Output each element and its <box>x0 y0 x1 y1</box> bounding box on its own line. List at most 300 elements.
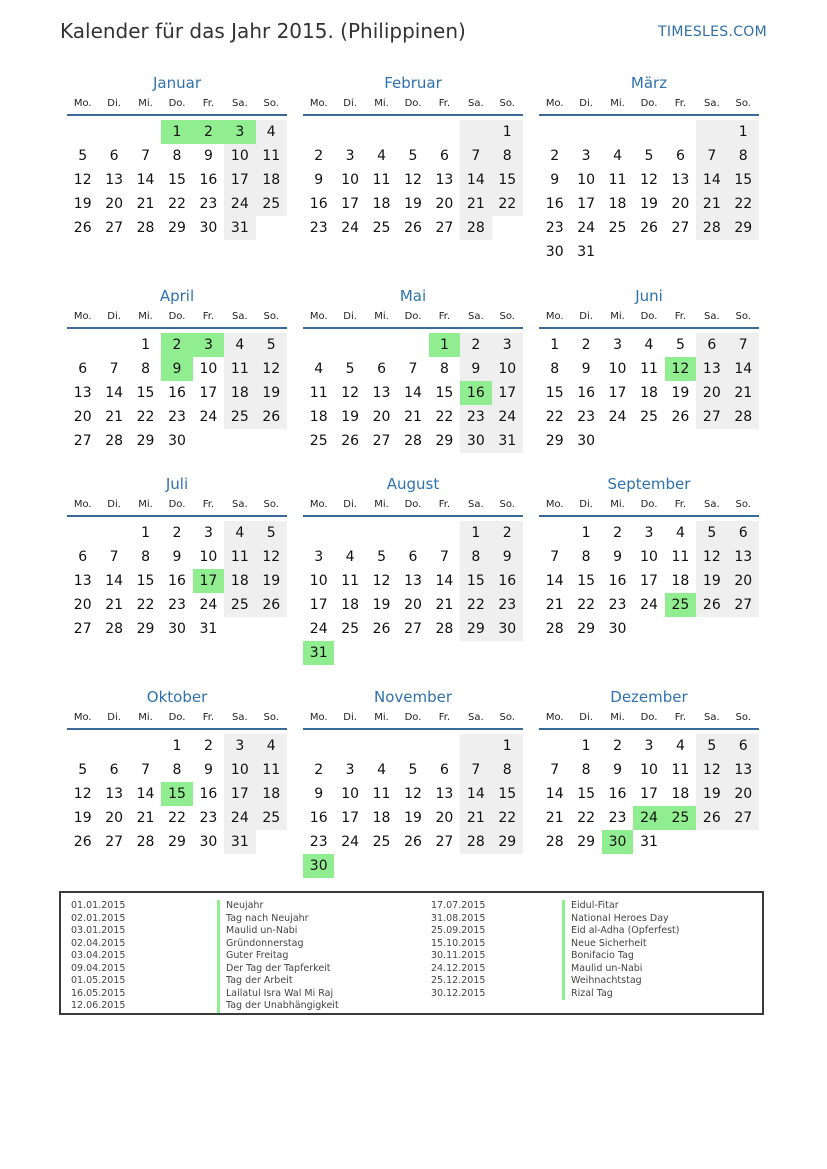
empty-day-cell <box>98 521 129 545</box>
day-cell: 10 <box>577 172 596 188</box>
day-cell: 10 <box>341 172 360 188</box>
day-cell: 3 <box>345 762 355 778</box>
weekday-label: Do. <box>640 98 658 109</box>
day-cell: 15 <box>136 385 155 401</box>
weekday-label: Sa. <box>467 98 484 109</box>
day-cell: 17 <box>341 810 360 826</box>
holiday-day-cell: 24 <box>633 806 664 830</box>
day-cell: 20 <box>105 810 124 826</box>
day-cell: 28 <box>728 405 759 429</box>
day-grid <box>539 120 759 264</box>
day-cell: 26 <box>73 220 92 236</box>
day-cell: 4 <box>224 333 255 357</box>
day-cell: 31 <box>224 216 255 240</box>
weekday-label: Mi. <box>138 712 153 723</box>
day-cell: 14 <box>460 782 491 806</box>
weekday-label: Fr. <box>674 98 687 109</box>
day-cell: 16 <box>168 385 186 401</box>
empty-day-cell <box>397 120 428 144</box>
day-cell: 8 <box>460 545 491 569</box>
holiday-date: 02.01.2015 <box>71 912 126 924</box>
day-cell: 24 <box>224 806 255 830</box>
weekday-label: Di. <box>107 98 121 109</box>
site-logo-link[interactable]: TIMESLES.COM <box>658 24 767 40</box>
empty-day-cell <box>67 734 98 758</box>
holiday-day-cell: 25 <box>665 593 696 617</box>
day-cell: 19 <box>256 381 287 405</box>
day-cell: 13 <box>73 385 92 401</box>
day-cell: 8 <box>172 762 182 778</box>
day-cell: 24 <box>608 409 627 425</box>
day-cell: 4 <box>256 734 287 758</box>
day-cell: 7 <box>109 549 119 565</box>
weekday-label: Di. <box>343 311 357 322</box>
empty-day-cell <box>429 521 460 545</box>
empty-day-cell <box>98 120 129 144</box>
day-cell: 27 <box>404 621 422 637</box>
day-cell: 24 <box>492 405 523 429</box>
day-cell: 28 <box>460 216 491 240</box>
day-cell: 24 <box>224 192 255 216</box>
day-cell: 18 <box>671 573 690 589</box>
day-cell: 11 <box>671 549 690 565</box>
day-cell: 5 <box>345 361 355 377</box>
day-cell: 3 <box>613 337 623 353</box>
day-cell: 18 <box>256 782 287 806</box>
day-cell: 11 <box>256 758 287 782</box>
weekday-label: So. <box>263 712 279 723</box>
empty-day-cell <box>366 333 397 357</box>
day-cell: 22 <box>460 593 491 617</box>
day-cell: 14 <box>460 168 491 192</box>
day-cell: 30 <box>460 429 491 453</box>
empty-day-cell <box>397 521 428 545</box>
holiday-date: 02.04.2015 <box>71 937 126 949</box>
empty-day-cell <box>303 333 334 357</box>
holiday-day-cell: 17 <box>193 569 224 593</box>
day-cell: 5 <box>644 148 654 164</box>
day-cell: 29 <box>577 834 596 850</box>
day-cell: 16 <box>168 573 186 589</box>
weekday-label: So. <box>263 311 279 322</box>
holiday-day-cell: 9 <box>161 357 192 381</box>
weekday-label: Fr. <box>438 311 451 322</box>
weekday-label: Mo. <box>545 712 564 723</box>
day-cell: 20 <box>671 196 690 212</box>
weekday-label: Sa. <box>703 98 720 109</box>
month-1 <box>67 72 287 240</box>
day-grid <box>67 333 287 453</box>
day-cell: 27 <box>671 220 690 236</box>
weekday-label: Fr. <box>438 98 451 109</box>
day-cell: 13 <box>728 545 759 569</box>
day-cell: 22 <box>136 597 155 613</box>
day-cell: 23 <box>199 196 218 212</box>
holiday-name: Maulid un-Nabi <box>217 925 339 938</box>
day-cell: 24 <box>577 220 596 236</box>
day-cell: 21 <box>545 810 564 826</box>
day-cell: 22 <box>492 806 523 830</box>
weekday-label: Do. <box>404 712 422 723</box>
holiday-name: Tag der Arbeit <box>217 975 339 988</box>
empty-day-cell <box>303 734 334 758</box>
day-cell: 26 <box>341 433 360 449</box>
day-cell: 21 <box>435 597 454 613</box>
day-cell: 3 <box>345 148 355 164</box>
day-cell: 4 <box>224 521 255 545</box>
day-cell: 27 <box>105 834 124 850</box>
day-cell: 18 <box>341 597 360 613</box>
day-cell: 16 <box>199 786 218 802</box>
month-name: Februar <box>384 74 442 92</box>
day-cell: 23 <box>168 597 186 613</box>
day-cell: 23 <box>577 409 596 425</box>
day-cell: 8 <box>581 762 591 778</box>
day-grid <box>67 521 287 641</box>
month-5 <box>303 285 523 453</box>
day-cell: 26 <box>671 409 690 425</box>
month-7 <box>67 473 287 641</box>
month-name: Juni <box>635 287 663 305</box>
holiday-date: 01.01.2015 <box>71 900 126 911</box>
month-4 <box>67 285 287 453</box>
holiday-name: Lailatul Isra Wal Mi Raj <box>217 988 339 1001</box>
day-cell: 20 <box>435 196 454 212</box>
day-cell: 19 <box>256 569 287 593</box>
day-cell: 21 <box>696 192 727 216</box>
day-cell: 21 <box>105 597 124 613</box>
holiday-date: 25.12.2015 <box>431 975 486 986</box>
empty-day-cell <box>303 120 334 144</box>
empty-day-cell <box>67 120 98 144</box>
day-cell: 25 <box>224 405 255 429</box>
empty-day-cell <box>334 120 365 144</box>
day-grid <box>303 734 523 878</box>
holiday-date: 12.06.2015 <box>71 1000 126 1011</box>
day-cell: 22 <box>577 597 596 613</box>
empty-day-cell <box>130 734 161 758</box>
day-cell: 22 <box>728 192 759 216</box>
empty-day-cell <box>366 521 397 545</box>
day-cell: 19 <box>404 810 422 826</box>
day-cell: 16 <box>199 172 218 188</box>
day-cell: 11 <box>224 545 255 569</box>
day-cell: 27 <box>73 621 92 637</box>
empty-day-cell <box>429 734 460 758</box>
empty-day-cell <box>570 120 601 144</box>
day-cell: 28 <box>136 220 155 236</box>
day-cell: 16 <box>608 786 627 802</box>
day-cell: 6 <box>675 148 685 164</box>
day-cell: 6 <box>109 148 119 164</box>
day-cell: 14 <box>696 168 727 192</box>
day-cell: 11 <box>341 573 360 589</box>
empty-day-cell <box>539 120 570 144</box>
day-cell: 23 <box>309 834 328 850</box>
holiday-name: Gründonnerstag <box>217 938 339 951</box>
day-cell: 19 <box>696 569 727 593</box>
day-cell: 11 <box>608 172 627 188</box>
day-cell: 24 <box>640 597 658 613</box>
day-cell: 20 <box>372 409 391 425</box>
day-cell: 7 <box>696 144 727 168</box>
weekday-label: Sa. <box>467 311 484 322</box>
day-cell: 31 <box>640 834 658 850</box>
day-cell: 15 <box>545 385 564 401</box>
day-cell: 14 <box>728 357 759 381</box>
day-cell: 7 <box>460 758 491 782</box>
day-cell: 21 <box>136 196 155 212</box>
weekday-label: Do. <box>404 499 422 510</box>
holiday-date: 03.01.2015 <box>71 925 126 936</box>
day-cell: 30 <box>168 621 186 637</box>
day-cell: 9 <box>613 549 623 565</box>
day-cell: 28 <box>545 621 564 637</box>
weekday-header <box>539 307 759 329</box>
weekday-label: Di. <box>343 98 357 109</box>
day-cell: 10 <box>199 361 218 377</box>
weekday-label: Do. <box>640 311 658 322</box>
weekday-label: Fr. <box>202 499 215 510</box>
day-cell: 17 <box>608 385 627 401</box>
day-grid <box>303 333 523 453</box>
weekday-label: Mo. <box>73 712 92 723</box>
weekday-label: Sa. <box>703 499 720 510</box>
day-cell: 31 <box>199 621 218 637</box>
day-cell: 5 <box>696 734 727 758</box>
weekday-label: Fr. <box>438 499 451 510</box>
month-12 <box>539 686 759 854</box>
day-cell: 25 <box>372 834 391 850</box>
day-cell: 1 <box>581 738 591 754</box>
holiday-date: 25.09.2015 <box>431 925 486 936</box>
day-cell: 11 <box>372 172 391 188</box>
day-cell: 28 <box>105 621 124 637</box>
day-cell: 6 <box>696 333 727 357</box>
day-cell: 14 <box>105 385 124 401</box>
day-cell: 27 <box>372 433 391 449</box>
day-cell: 17 <box>577 196 596 212</box>
holiday-day-cell: 3 <box>224 120 255 144</box>
holiday-names-col-1 <box>217 900 339 1013</box>
weekday-label: Mo. <box>73 311 92 322</box>
day-cell: 26 <box>372 621 391 637</box>
day-cell: 24 <box>341 834 360 850</box>
day-cell: 9 <box>203 148 213 164</box>
day-cell: 7 <box>109 361 119 377</box>
weekday-label: Mi. <box>138 98 153 109</box>
day-cell: 9 <box>314 786 324 802</box>
day-cell: 23 <box>199 810 218 826</box>
month-2 <box>303 72 523 240</box>
holiday-name: Eid al-Adha (Opferfest) <box>562 925 679 938</box>
day-cell: 15 <box>435 385 454 401</box>
day-cell: 27 <box>435 220 454 236</box>
weekday-label: Sa. <box>703 311 720 322</box>
day-cell: 25 <box>224 593 255 617</box>
day-cell: 25 <box>372 220 391 236</box>
weekday-header <box>303 94 523 116</box>
day-cell: 30 <box>545 244 564 260</box>
day-cell: 3 <box>314 549 324 565</box>
day-cell: 11 <box>640 361 658 377</box>
empty-day-cell <box>397 734 428 758</box>
day-cell: 26 <box>73 834 92 850</box>
day-cell: 13 <box>73 573 92 589</box>
weekday-label: Mo. <box>309 98 328 109</box>
day-cell: 10 <box>640 549 658 565</box>
empty-day-cell <box>334 734 365 758</box>
weekday-label: Di. <box>579 712 593 723</box>
weekday-label: Fr. <box>202 98 215 109</box>
day-cell: 27 <box>728 593 759 617</box>
day-cell: 6 <box>728 734 759 758</box>
day-cell: 10 <box>224 758 255 782</box>
holiday-day-cell: 30 <box>303 854 334 878</box>
weekday-header <box>67 307 287 329</box>
day-cell: 4 <box>644 337 654 353</box>
weekday-label: So. <box>735 98 751 109</box>
empty-day-cell <box>98 734 129 758</box>
weekday-label: Do. <box>404 311 422 322</box>
day-cell: 13 <box>671 172 690 188</box>
day-cell: 21 <box>136 810 155 826</box>
day-cell: 14 <box>404 385 422 401</box>
weekday-label: Fr. <box>674 499 687 510</box>
day-grid <box>539 521 759 641</box>
month-name: April <box>159 287 195 305</box>
day-cell: 24 <box>199 409 218 425</box>
day-cell: 30 <box>577 433 596 449</box>
day-cell: 2 <box>172 525 182 541</box>
day-cell: 5 <box>78 762 88 778</box>
day-cell: 12 <box>372 573 391 589</box>
day-cell: 13 <box>696 357 727 381</box>
day-cell: 12 <box>404 172 422 188</box>
day-cell: 28 <box>404 433 422 449</box>
day-cell: 19 <box>671 385 690 401</box>
day-cell: 19 <box>404 196 422 212</box>
month-name: September <box>607 475 691 493</box>
month-9 <box>539 473 759 641</box>
holiday-day-cell: 16 <box>460 381 491 405</box>
day-cell: 3 <box>644 738 654 754</box>
day-cell: 19 <box>73 810 92 826</box>
day-cell: 1 <box>728 120 759 144</box>
day-cell: 23 <box>309 220 328 236</box>
day-cell: 14 <box>105 573 124 589</box>
day-cell: 16 <box>492 569 523 593</box>
weekday-label: Mo. <box>73 98 92 109</box>
holiday-date: 16.05.2015 <box>71 987 126 999</box>
weekday-header <box>67 708 287 730</box>
empty-day-cell <box>98 333 129 357</box>
month-name: Mai <box>399 287 427 305</box>
holiday-day-cell: 2 <box>161 333 192 357</box>
day-cell: 20 <box>404 597 422 613</box>
day-cell: 2 <box>314 762 324 778</box>
day-cell: 10 <box>492 357 523 381</box>
weekday-label: Sa. <box>467 499 484 510</box>
day-cell: 26 <box>696 593 727 617</box>
day-cell: 3 <box>203 525 213 541</box>
day-cell: 18 <box>671 786 690 802</box>
weekday-label: Di. <box>107 499 121 510</box>
day-cell: 29 <box>545 433 564 449</box>
day-cell: 10 <box>608 361 627 377</box>
day-cell: 21 <box>105 409 124 425</box>
day-cell: 2 <box>613 525 623 541</box>
day-cell: 28 <box>545 834 564 850</box>
day-cell: 24 <box>341 220 360 236</box>
holiday-day-cell: 15 <box>161 782 192 806</box>
empty-day-cell <box>303 521 334 545</box>
holiday-day-cell: 1 <box>429 333 460 357</box>
day-cell: 23 <box>608 810 627 826</box>
day-cell: 11 <box>671 762 690 778</box>
holiday-dates-col-2 <box>431 900 485 1000</box>
holiday-date: 30.11.2015 <box>431 950 486 961</box>
day-cell: 26 <box>404 220 422 236</box>
day-cell: 23 <box>168 409 186 425</box>
holiday-date: 24.12.2015 <box>431 962 486 974</box>
weekday-label: Sa. <box>231 311 248 322</box>
weekday-label: So. <box>263 98 279 109</box>
day-cell: 1 <box>492 120 523 144</box>
day-cell: 30 <box>199 834 218 850</box>
day-cell: 1 <box>172 738 182 754</box>
day-cell: 3 <box>224 734 255 758</box>
day-cell: 18 <box>224 381 255 405</box>
day-grid <box>539 333 759 453</box>
day-cell: 25 <box>309 433 328 449</box>
day-cell: 9 <box>492 545 523 569</box>
day-cell: 25 <box>256 192 287 216</box>
empty-day-cell <box>460 734 491 758</box>
day-cell: 15 <box>577 786 596 802</box>
month-name: März <box>630 74 668 92</box>
holiday-name: Neujahr <box>217 900 339 913</box>
day-cell: 6 <box>109 762 119 778</box>
day-cell: 11 <box>224 357 255 381</box>
day-cell: 15 <box>577 573 596 589</box>
holiday-day-cell: 30 <box>602 830 633 854</box>
day-cell: 23 <box>492 593 523 617</box>
weekday-header <box>67 495 287 517</box>
empty-day-cell <box>633 120 664 144</box>
day-cell: 5 <box>696 521 727 545</box>
empty-day-cell <box>130 120 161 144</box>
day-cell: 18 <box>372 810 391 826</box>
day-cell: 4 <box>377 148 387 164</box>
holiday-day-cell: 2 <box>193 120 224 144</box>
day-cell: 26 <box>404 834 422 850</box>
month-10 <box>67 686 287 854</box>
day-cell: 27 <box>696 405 727 429</box>
day-cell: 4 <box>256 120 287 144</box>
day-cell: 5 <box>78 148 88 164</box>
day-cell: 6 <box>439 148 449 164</box>
empty-day-cell <box>539 521 570 545</box>
day-cell: 3 <box>492 333 523 357</box>
weekday-label: Do. <box>168 499 186 510</box>
day-cell: 9 <box>550 172 560 188</box>
day-cell: 28 <box>136 834 155 850</box>
weekday-header <box>539 708 759 730</box>
day-cell: 9 <box>581 361 591 377</box>
day-cell: 2 <box>550 148 560 164</box>
empty-day-cell <box>366 120 397 144</box>
